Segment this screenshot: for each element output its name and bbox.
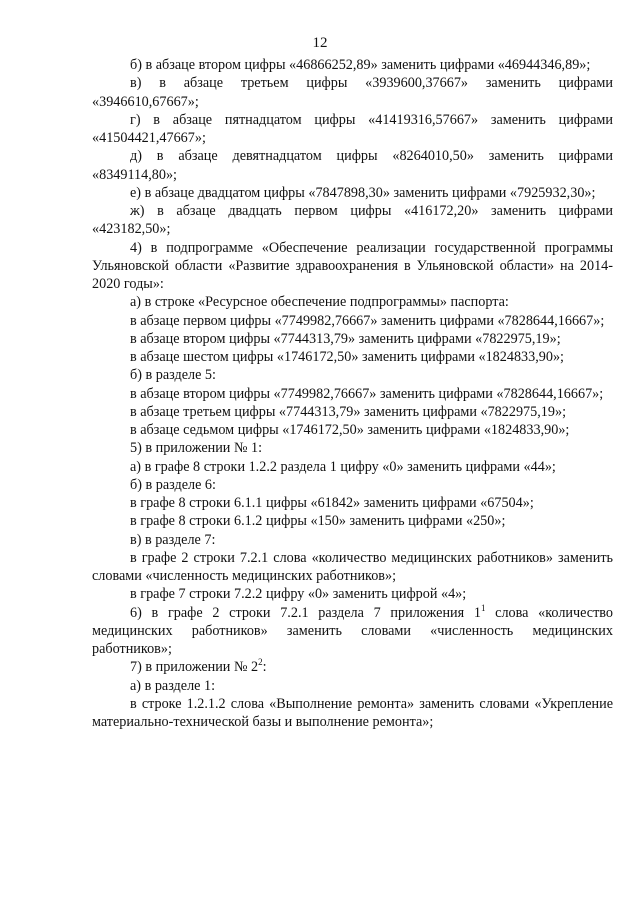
paragraph: г) в абзаце пятнадцатом цифры «41419316,57667» заменить цифрами «41504421,47667»; [92,111,613,146]
paragraph: в графе 8 строки 6.1.2 цифры «150» заменить цифрами «250»; [130,513,506,530]
superscript: 2 [258,657,263,668]
paragraph: в абзаце шестом цифры «1746172,50» заменить цифрами «1824833,90»; [130,349,564,365]
paragraph: в строке 1.2.1.2 слова «Выполнение ремонта» заменить словами «Укрепление материально-технической базы и выполнение ремонта»; [92,695,613,730]
paragraph: а) в графе 8 строки 1.2.2 раздела 1 цифру «0» заменить цифрами «44»; [130,458,556,475]
paragraph: б) в абзаце втором цифры «46866252,89» заменить цифрами «46944346,89»; [130,57,591,73]
paragraph: в абзаце седьмом цифры «1746172,50» заменить цифрами «1824833,90»; [130,422,570,438]
paragraph: в графе 7 строки 7.2.2 цифру «0» заменить цифрой «4»; [130,586,467,603]
paragraph: а) в разделе 1: [130,677,216,694]
paragraph: в) в абзаце третьем цифры «3939600,37667» заменить цифрами «3946610,67667»; [92,75,613,110]
paragraph: а) в строке «Ресурсное обеспечение подпрограммы» паспорта: [130,294,509,311]
paragraph: в графе 2 строки 7.2.1 слова «количество медицинских работников» заменить словами «численность медицинских работников»; [92,549,613,584]
paragraph [92,658,613,676]
document-body [92,56,613,731]
paragraph: е) в абзаце двадцатом цифры «7847898,30» заменить цифрами «7925932,30»; [130,184,596,201]
paragraph: 4) в подпрограмме «Обеспечение реализации государственной программы Ульяновской области «Развитие здравоохранения в Ульяновской области» на 2014-2020 годы»: [92,239,613,292]
paragraph-text: слова «количество медицинских работников» заменить словами «численность медицинских работников»; [92,604,613,657]
paragraph: ж) в абзаце двадцать первом цифры «416172,20» заменить цифрами «423182,50»; [92,203,613,238]
paragraph: в) в разделе 7: [130,531,216,548]
page-number: 12 [312,35,328,51]
paragraph [92,604,613,659]
paragraph: 5) в приложении № 1: [130,440,263,457]
paragraph-text: : [262,659,267,676]
paragraph: б) в разделе 6: [130,476,216,493]
paragraph: в абзаце втором цифры «7744313,79» заменить цифрами «7822975,19»; [130,330,561,347]
paragraph: в абзаце первом цифры «7749982,76667» заменить цифрами «7828644,16667»; [130,312,605,329]
superscript: 1 [480,602,486,613]
paragraph-text: 6) в графе 2 строки 7.2.1 раздела 7 приложения 1 [130,604,481,621]
paragraph: в абзаце втором цифры «7749982,76667» заменить цифрами «7828644,16667»; [130,385,604,402]
paragraph: б) в разделе 5: [130,367,216,384]
paragraph: д) в абзаце девятнадцатом цифры «8264010,50» заменить цифрами «8349114,80»; [92,148,613,183]
paragraph: в абзаце третьем цифры «7744313,79» заменить цифрами «7822975,19»; [130,403,567,420]
paragraph: в графе 8 строки 6.1.1 цифры «61842» заменить цифрами «67504»; [130,495,534,511]
paragraph-text: 7) в приложении № 2 [130,659,259,676]
